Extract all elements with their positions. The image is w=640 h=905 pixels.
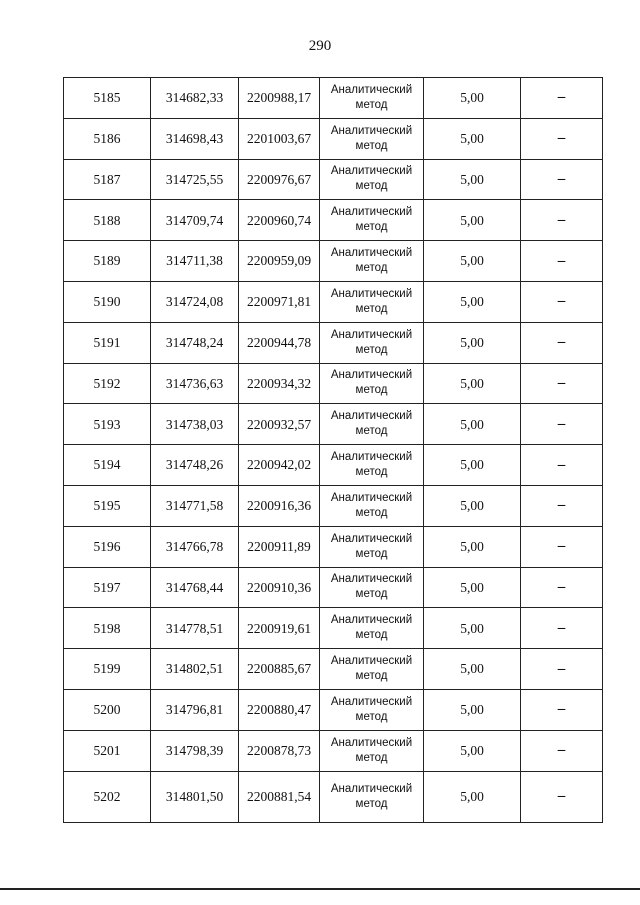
note-dash: –: [521, 771, 603, 822]
coordinate-y: 2200988,17: [239, 78, 320, 119]
precision: 5,00: [424, 485, 521, 526]
coordinate-y: 2200910,36: [239, 567, 320, 608]
method-line-1: Аналитический: [330, 736, 413, 749]
point-number: 5197: [64, 567, 151, 608]
table-row: [64, 567, 603, 608]
coordinate-x: 314766,78: [151, 526, 239, 567]
method-cell: [320, 689, 424, 730]
method-line-2: метод: [355, 262, 388, 275]
point-number: 5192: [64, 363, 151, 404]
table-row: [64, 200, 603, 241]
coordinate-x: 314798,39: [151, 730, 239, 771]
table-row: [64, 404, 603, 445]
table-body: [64, 78, 603, 823]
note-dash: –: [521, 730, 603, 771]
coordinate-x: 314771,58: [151, 485, 239, 526]
method-line-2: метод: [355, 751, 388, 764]
precision: 5,00: [424, 567, 521, 608]
point-number: 5201: [64, 730, 151, 771]
point-number: 5200: [64, 689, 151, 730]
method-line-1: Аналитический: [330, 410, 413, 423]
coordinate-y: 2200880,47: [239, 689, 320, 730]
coordinate-x: 314682,33: [151, 78, 239, 119]
method-line-2: метод: [355, 425, 388, 438]
precision: 5,00: [424, 608, 521, 649]
method-line-2: метод: [355, 710, 388, 723]
method-line-1: Аналитический: [330, 491, 413, 504]
method-line-2: метод: [355, 221, 388, 234]
method-line-2: метод: [355, 588, 388, 601]
method-line-2: метод: [355, 343, 388, 356]
coordinate-x: 314796,81: [151, 689, 239, 730]
table-row: [64, 649, 603, 690]
coordinate-y: 2201003,67: [239, 118, 320, 159]
table-row: [64, 526, 603, 567]
coordinate-y: 2200960,74: [239, 200, 320, 241]
method-line-1: Аналитический: [330, 247, 413, 260]
page-number: 290: [308, 38, 332, 54]
coordinate-x: 314736,63: [151, 363, 239, 404]
coordinate-y: 2200878,73: [239, 730, 320, 771]
point-number: 5191: [64, 322, 151, 363]
method-line-1: Аналитический: [330, 369, 413, 382]
point-number: 5195: [64, 485, 151, 526]
method-cell: [320, 363, 424, 404]
note-dash: –: [521, 649, 603, 690]
method-cell: [320, 567, 424, 608]
coordinate-x: 314748,24: [151, 322, 239, 363]
coordinate-y: 2200971,81: [239, 281, 320, 322]
method-cell: [320, 404, 424, 445]
precision: 5,00: [424, 404, 521, 445]
coordinate-x: 314768,44: [151, 567, 239, 608]
coordinate-y: 2200916,36: [239, 485, 320, 526]
note-dash: –: [521, 567, 603, 608]
coordinate-x: 314711,38: [151, 241, 239, 282]
method-line-2: метод: [355, 384, 388, 397]
coordinate-x: 314725,55: [151, 159, 239, 200]
method-line-1: Аналитический: [330, 573, 413, 586]
coordinate-y: 2200881,54: [239, 771, 320, 822]
method-line-2: метод: [355, 629, 388, 642]
precision: 5,00: [424, 241, 521, 282]
point-number: 5193: [64, 404, 151, 445]
coordinate-y: 2200919,61: [239, 608, 320, 649]
point-number: 5199: [64, 649, 151, 690]
point-number: 5187: [64, 159, 151, 200]
precision: 5,00: [424, 322, 521, 363]
method-cell: [320, 730, 424, 771]
point-number: 5188: [64, 200, 151, 241]
method-line-1: Аналитический: [330, 206, 413, 219]
coordinate-y: 2200911,89: [239, 526, 320, 567]
coordinate-x: 314698,43: [151, 118, 239, 159]
note-dash: –: [521, 485, 603, 526]
note-dash: –: [521, 118, 603, 159]
precision: 5,00: [424, 730, 521, 771]
precision: 5,00: [424, 118, 521, 159]
method-cell: [320, 200, 424, 241]
table-row: [64, 78, 603, 119]
precision: 5,00: [424, 159, 521, 200]
method-cell: [320, 118, 424, 159]
method-cell: [320, 159, 424, 200]
method-line-2: метод: [355, 98, 388, 111]
method-line-1: Аналитический: [330, 614, 413, 627]
note-dash: –: [521, 526, 603, 567]
table-row: [64, 159, 603, 200]
table-row: [64, 730, 603, 771]
method-line-1: Аналитический: [330, 83, 413, 96]
method-line-2: метод: [355, 466, 388, 479]
method-cell: [320, 78, 424, 119]
coordinate-y: 2200942,02: [239, 445, 320, 486]
note-dash: –: [521, 78, 603, 119]
precision: 5,00: [424, 445, 521, 486]
coordinate-y: 2200932,57: [239, 404, 320, 445]
note-dash: –: [521, 445, 603, 486]
table-row: [64, 771, 603, 822]
table-row: [64, 608, 603, 649]
method-line-1: Аналитический: [330, 165, 413, 178]
point-number: 5190: [64, 281, 151, 322]
coordinate-x: 314709,74: [151, 200, 239, 241]
precision: 5,00: [424, 771, 521, 822]
method-line-1: Аналитический: [330, 287, 413, 300]
method-line-1: Аналитический: [330, 451, 413, 464]
note-dash: –: [521, 322, 603, 363]
scan-bottom-edge: [0, 888, 640, 890]
coordinate-x: 314778,51: [151, 608, 239, 649]
note-dash: –: [521, 159, 603, 200]
precision: 5,00: [424, 526, 521, 567]
method-cell: [320, 608, 424, 649]
table-row: [64, 241, 603, 282]
note-dash: –: [521, 363, 603, 404]
point-number: 5202: [64, 771, 151, 822]
coordinate-y: 2200976,67: [239, 159, 320, 200]
point-number: 5198: [64, 608, 151, 649]
table-row: [64, 322, 603, 363]
precision: 5,00: [424, 689, 521, 730]
point-number: 5189: [64, 241, 151, 282]
note-dash: –: [521, 281, 603, 322]
note-dash: –: [521, 404, 603, 445]
note-dash: –: [521, 200, 603, 241]
method-line-1: Аналитический: [330, 124, 413, 137]
table-row: [64, 363, 603, 404]
method-line-1: Аналитический: [330, 655, 413, 668]
coordinate-x: 314738,03: [151, 404, 239, 445]
coordinate-y: 2200959,09: [239, 241, 320, 282]
method-line-2: метод: [355, 670, 388, 683]
point-number: 5185: [64, 78, 151, 119]
point-number: 5186: [64, 118, 151, 159]
method-cell: [320, 281, 424, 322]
method-line-2: метод: [355, 506, 388, 519]
coordinate-y: 2200944,78: [239, 322, 320, 363]
precision: 5,00: [424, 78, 521, 119]
method-line-1: Аналитический: [330, 532, 413, 545]
point-number: 5194: [64, 445, 151, 486]
method-line-2: метод: [355, 302, 388, 315]
table-row: [64, 689, 603, 730]
method-line-1: Аналитический: [330, 695, 413, 708]
precision: 5,00: [424, 363, 521, 404]
method-cell: [320, 241, 424, 282]
method-line-2: метод: [355, 180, 388, 193]
method-cell: [320, 485, 424, 526]
method-cell: [320, 771, 424, 822]
method-cell: [320, 445, 424, 486]
coordinate-x: 314802,51: [151, 649, 239, 690]
method-line-1: Аналитический: [330, 782, 413, 795]
method-line-2: метод: [355, 547, 388, 560]
method-cell: [320, 322, 424, 363]
method-line-2: метод: [355, 139, 388, 152]
coordinates-table: [63, 77, 603, 823]
precision: 5,00: [424, 649, 521, 690]
table-row: [64, 281, 603, 322]
note-dash: –: [521, 608, 603, 649]
point-number: 5196: [64, 526, 151, 567]
method-cell: [320, 649, 424, 690]
table-row: [64, 445, 603, 486]
note-dash: –: [521, 241, 603, 282]
table-row: [64, 118, 603, 159]
method-line-1: Аналитический: [330, 328, 413, 341]
precision: 5,00: [424, 200, 521, 241]
coordinate-y: 2200934,32: [239, 363, 320, 404]
coordinate-x: 314748,26: [151, 445, 239, 486]
table-row: [64, 485, 603, 526]
note-dash: –: [521, 689, 603, 730]
coordinate-y: 2200885,67: [239, 649, 320, 690]
method-line-2: метод: [355, 797, 388, 810]
method-cell: [320, 526, 424, 567]
coordinate-x: 314801,50: [151, 771, 239, 822]
coordinate-x: 314724,08: [151, 281, 239, 322]
precision: 5,00: [424, 281, 521, 322]
